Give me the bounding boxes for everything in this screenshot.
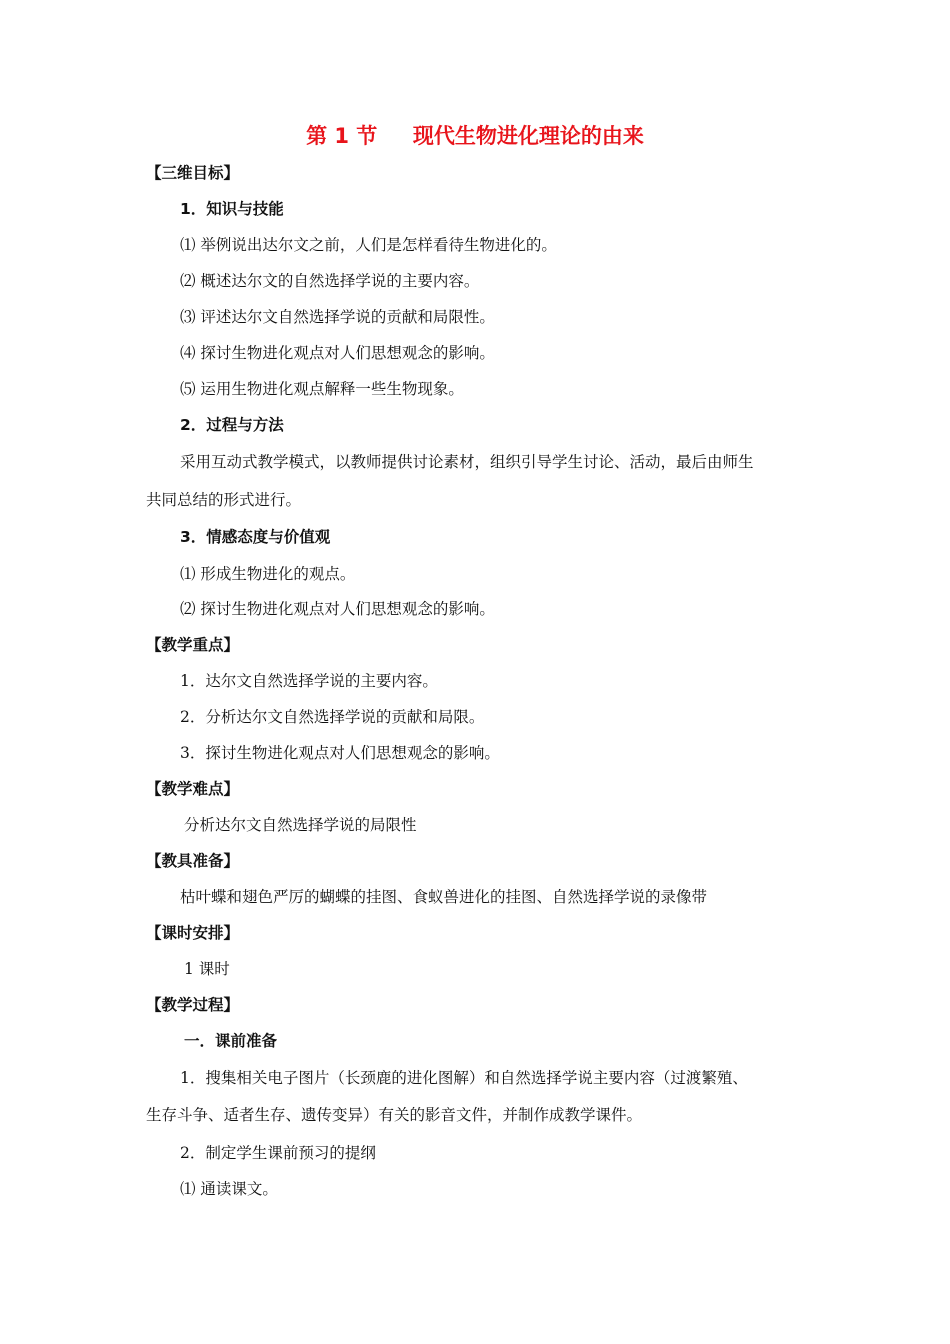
paragraph-line: 采用互动式教学模式，以教师提供讨论素材，组织引导学生讨论、活动，最后由师生 [180,453,754,471]
key-point-item: 3．探讨生物进化观点对人们思想观念的影响。 [180,744,500,762]
paragraph-line: 共同总结的形式进行。 [146,491,302,509]
paragraph-line: ⑴ 通读课文。 [180,1180,278,1198]
heading-key-points: 【教学重点】 [146,636,240,654]
knowledge-item: ⑸ 运用生物进化观点解释一些生物现象。 [180,380,464,398]
schedule-text: 1 课时 [184,960,230,978]
paragraph-line: 2．制定学生课前预习的提纲 [180,1144,376,1162]
difficulty-text: 分析达尔文自然选择学说的局限性 [184,816,417,834]
key-point-item: 1．达尔文自然选择学说的主要内容。 [180,672,438,690]
key-point-item: 2．分析达尔文自然选择学说的贡献和局限。 [180,708,485,726]
subheading-preparation: 一．课前准备 [184,1032,278,1050]
attitude-item: ⑵ 探讨生物进化观点对人们思想观念的影响。 [180,600,495,618]
page-title: 第 1 节 现代生物进化理论的由来 [306,124,644,148]
heading-teaching-aids: 【教具准备】 [146,852,240,870]
subheading-attitudes-values: 3．情感态度与价值观 [180,528,331,546]
paragraph-line: 1．搜集相关电子图片（长颈鹿的进化图解）和自然选择学说主要内容（过渡繁殖、 [180,1069,748,1087]
heading-difficulties: 【教学难点】 [146,780,240,798]
teaching-aids-text: 枯叶蝶和翅色严厉的蝴蝶的挂图、食蚁兽进化的挂图、自然选择学说的录像带 [180,888,708,906]
knowledge-item: ⑷ 探讨生物进化观点对人们思想观念的影响。 [180,344,495,362]
heading-schedule: 【课时安排】 [146,924,240,942]
attitude-item: ⑴ 形成生物进化的观点。 [180,565,356,583]
subheading-process-method: 2．过程与方法 [180,416,284,434]
subheading-knowledge-skills: 1．知识与技能 [180,200,284,218]
knowledge-item: ⑴ 举例说出达尔文之前，人们是怎样看待生物进化的。 [180,236,557,254]
heading-objectives: 【三维目标】 [146,164,240,182]
paragraph-line: 生存斗争、适者生存、遗传变异）有关的影音文件，并制作成教学课件。 [146,1106,643,1124]
heading-teaching-process: 【教学过程】 [146,996,240,1014]
knowledge-item: ⑶ 评述达尔文自然选择学说的贡献和局限性。 [180,308,495,326]
knowledge-item: ⑵ 概述达尔文的自然选择学说的主要内容。 [180,272,480,290]
